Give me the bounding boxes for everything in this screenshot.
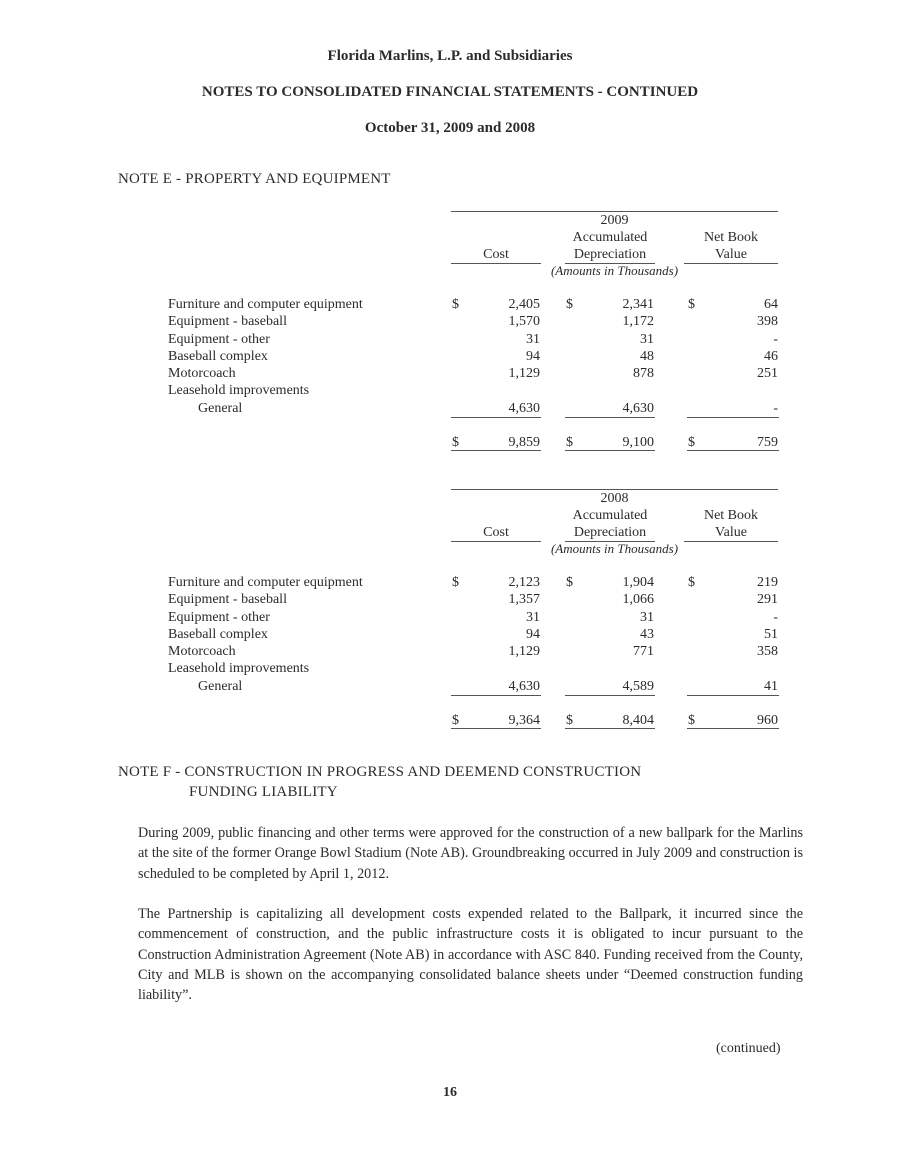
accum-header-line1: Accumulated [572, 508, 648, 523]
continued-marker: (continued) [716, 1041, 781, 1056]
nbv-value: 46 [764, 348, 778, 364]
document-title: NOTES TO CONSOLIDATED FINANCIAL STATEMENTS - CONTINUED [201, 84, 699, 100]
table-row [168, 400, 780, 417]
accum-value: 1,904 [622, 575, 654, 590]
table-row [168, 591, 780, 608]
accum-header-line2: Depreciation [565, 246, 655, 264]
total-rule [687, 450, 779, 451]
total-row [168, 434, 780, 451]
row-label: Leasehold improvements [168, 383, 310, 399]
accum-value: 1,066 [622, 592, 654, 608]
row-label: Leasehold improvements [168, 661, 310, 677]
nbv-value: - [773, 331, 778, 347]
company-name: Florida Marlins, L.P. and Subsidiaries [327, 48, 573, 64]
nbv-header-line2: Value [684, 246, 778, 264]
accum-value: 1,172 [622, 314, 654, 330]
cost-value: 2,405 [508, 297, 540, 312]
cost-total: 9,859 [508, 435, 540, 451]
page-number: 16 [443, 1085, 457, 1100]
cost-value: 4,630 [508, 678, 540, 694]
dollar-sign: $ [452, 435, 459, 451]
subtotal-rule [451, 417, 541, 418]
dollar-sign: $ [688, 435, 695, 451]
row-label: Furniture and computer equipment [168, 575, 363, 590]
nbv-header-line1: Net Book [703, 230, 759, 245]
total-row [168, 712, 780, 729]
cost-value: 31 [526, 609, 540, 625]
row-label: General [198, 400, 243, 416]
accum-column-header [560, 507, 660, 542]
cost-value: 1,570 [508, 314, 540, 330]
accum-column-header [560, 229, 660, 264]
row-label: Baseball complex [168, 626, 268, 642]
table-row [168, 626, 780, 643]
note-f-title-line2: FUNDING LIABILITY [189, 784, 338, 800]
dollar-sign: $ [566, 575, 573, 590]
cost-value: 1,129 [508, 644, 540, 660]
nbv-value: 398 [757, 314, 778, 330]
total-rule [565, 728, 655, 729]
nbv-column-header [684, 229, 778, 264]
accum-value: 4,630 [622, 400, 654, 416]
amounts-note: (Amounts in Thousands) [550, 263, 679, 278]
table-row [168, 660, 780, 677]
accum-total: 9,100 [622, 435, 654, 451]
nbv-value: 291 [757, 592, 778, 608]
accum-value: 878 [633, 366, 654, 382]
cost-column-header: Cost [451, 524, 541, 542]
table-row [168, 365, 780, 382]
dollar-sign: $ [452, 713, 459, 729]
table-row [168, 678, 780, 695]
statement-date: October 31, 2009 and 2008 [364, 120, 536, 136]
cost-value: 94 [526, 348, 540, 364]
year-heading: 2009 [451, 211, 778, 229]
accum-value: 2,341 [622, 297, 654, 312]
nbv-value: - [773, 400, 778, 416]
row-label: Motorcoach [168, 366, 236, 382]
table-body [168, 296, 780, 451]
note-f-title-line1: NOTE F - CONSTRUCTION IN PROGRESS AND DEEMEND CONSTRUCTION [118, 764, 642, 780]
table-body [168, 574, 780, 729]
row-label: Furniture and computer equipment [168, 297, 363, 312]
nbv-column-header [684, 507, 778, 542]
nbv-total: 759 [757, 435, 778, 451]
row-label: General [198, 678, 243, 694]
cost-total: 9,364 [508, 713, 540, 729]
cost-column-header: Cost [451, 246, 541, 264]
cost-value: 2,123 [508, 575, 540, 590]
row-label: Equipment - baseball [168, 314, 287, 330]
table-row [168, 331, 780, 348]
row-label: Equipment - other [168, 331, 270, 347]
nbv-value: 64 [764, 297, 778, 312]
accum-header-line1: Accumulated [572, 230, 648, 245]
note-e-title: NOTE E - PROPERTY AND EQUIPMENT [118, 171, 391, 187]
row-label: Motorcoach [168, 644, 236, 660]
row-label: Equipment - other [168, 609, 270, 625]
total-rule [451, 450, 541, 451]
subtotal-rule [565, 695, 655, 696]
cost-value: 31 [526, 331, 540, 347]
subtotal-rule [687, 417, 779, 418]
cost-value: 1,129 [508, 366, 540, 382]
table-row [168, 609, 780, 626]
note-f-paragraph-2: The Partnership is capitalizing all development costs expended related to the Ballpark, it incurred since the commencement of construction, and the public infrastructure costs it is obligated to incur pursuant to the Construction Administration Agreement (Note AB) in accordance with ASC 840. Funding received from the County, City and MLB is shown on the accompanying consolidated balance sheets under “Deemed construction funding liability”. [138, 906, 803, 1004]
nbv-header-line1: Net Book [703, 508, 759, 523]
total-rule [687, 728, 779, 729]
note-f-paragraph-1: During 2009, public financing and other terms were approved for the construction of a new ballpark for the Marlins at the site of the former Orange Bowl Stadium (Note AB). Groundbreaking occurred in July 2009 and construction is scheduled to be completed by April 1, 2012. [138, 825, 803, 882]
cost-value: 4,630 [508, 400, 540, 416]
nbv-value: 41 [764, 678, 778, 694]
nbv-value: 219 [757, 575, 778, 590]
accum-value: 31 [640, 609, 654, 625]
year-heading: 2008 [451, 489, 778, 507]
total-rule [451, 728, 541, 729]
dollar-sign: $ [688, 297, 695, 312]
accum-value: 43 [640, 626, 654, 642]
amounts-note: (Amounts in Thousands) [550, 541, 679, 556]
accum-value: 4,589 [622, 678, 654, 694]
subtotal-rule [451, 695, 541, 696]
nbv-value: 51 [764, 626, 778, 642]
dollar-sign: $ [688, 575, 695, 590]
nbv-value: 358 [757, 644, 778, 660]
dollar-sign: $ [452, 575, 459, 590]
subtotal-rule [565, 417, 655, 418]
row-label: Equipment - baseball [168, 592, 287, 608]
dollar-sign: $ [566, 435, 573, 451]
table-row [168, 348, 780, 365]
accum-value: 48 [640, 348, 654, 364]
row-label: Baseball complex [168, 348, 268, 364]
cost-value: 94 [526, 626, 540, 642]
nbv-total: 960 [757, 713, 778, 729]
dollar-sign: $ [566, 297, 573, 312]
table-row [168, 296, 780, 313]
accum-header-line2: Depreciation [565, 524, 655, 542]
table-row [168, 313, 780, 330]
accum-value: 31 [640, 331, 654, 347]
dollar-sign: $ [566, 713, 573, 729]
table-row [168, 643, 780, 660]
dollar-sign: $ [452, 297, 459, 312]
nbv-value: 251 [757, 366, 778, 382]
cost-value: 1,357 [508, 592, 540, 608]
subtotal-rule [687, 695, 779, 696]
table-row [168, 382, 780, 399]
nbv-header-line2: Value [684, 524, 778, 542]
total-rule [565, 450, 655, 451]
nbv-value: - [773, 609, 778, 625]
accum-value: 771 [633, 644, 654, 660]
accum-total: 8,404 [622, 713, 654, 729]
table-row [168, 574, 780, 591]
dollar-sign: $ [688, 713, 695, 729]
